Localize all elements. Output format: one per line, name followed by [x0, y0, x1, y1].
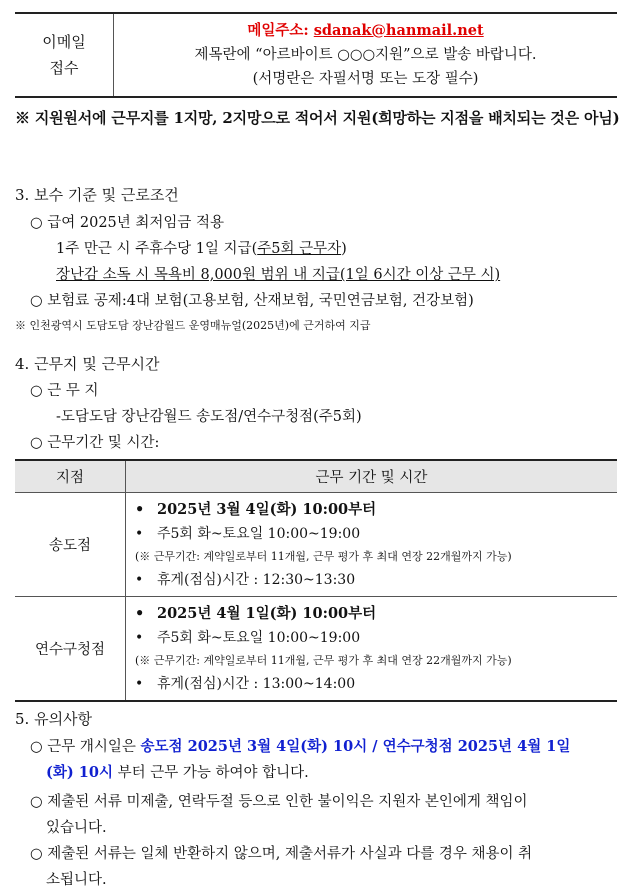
schedule-note: (※ 근무기간: 계약일로부터 11개월, 근무 평가 후 최대 연장 22개월까지 가능) [135, 653, 512, 667]
section4-item1: ○ 근 무 지 [30, 383, 99, 399]
start-text: 2025년 4월 1일(화) 10:00부터 [157, 604, 377, 622]
bullet-icon: • [135, 629, 144, 646]
section3-item1-sub1 [56, 237, 347, 258]
break-text: 휴게(점심)시간 : 13:00~14:00 [157, 675, 356, 692]
email-info-cell [114, 14, 617, 96]
email-prefix: 메일주소: [247, 22, 314, 39]
email-subject-instruction: 제목란에 “아르바이트 ○○○지원”으로 발송 바랍니다. [194, 47, 537, 63]
section5-item2-line1: ○ 제출된 서류 미제출, 연락두절 등으로 인한 불이익은 지원자 본인에게 책임이 [30, 794, 528, 810]
bullet-icon: • [135, 500, 145, 518]
start-dates-highlight-cont: (화) 10시 [46, 764, 113, 781]
bullet-icon: • [135, 525, 144, 542]
email-address-line [247, 19, 483, 43]
branch-name: 연수구청점 [15, 597, 126, 702]
header-period: 근무 기간 및 시간 [126, 460, 618, 493]
header-branch: 지점 [15, 460, 126, 493]
days-text: 주5회 화~토요일 10:00~19:00 [157, 629, 361, 646]
bullet-icon: • [135, 571, 144, 588]
schedule-details [126, 597, 618, 702]
schedule-days [135, 626, 616, 650]
start-dates-highlight: 송도점 2025년 3월 4일(화) 10시 / 연수구청점 2025년 4월 1일 [140, 738, 571, 755]
section5-item2-line2: 있습니다. [46, 820, 107, 836]
section4-item1-sub: -도담도담 장난감월드 송도점/연수구청점(주5회) [56, 409, 362, 425]
schedule-start [135, 602, 616, 626]
schedule-header-row [15, 460, 617, 493]
section4-title: 4. 근무지 및 근무시간 [15, 355, 160, 373]
email-address-link[interactable]: sdanak@hanmail.net [313, 22, 484, 39]
schedule-table [15, 459, 617, 702]
item1-suffix: 부터 근무 가능 하여야 합니다. [112, 765, 309, 781]
sub1-underlined: 주5회 근무자 [257, 241, 342, 257]
section3-item2: ○ 보험료 공제:4대 보험(고용보험, 산재보험, 국민연금보험, 건강보험) [30, 293, 474, 309]
section5-item3-line1: ○ 제출된 서류는 일체 반환하지 않으며, 제출서류가 사실과 다를 경우 채용이 취 [30, 846, 533, 862]
section3-item1-sub2: 장난감 소독 시 목욕비 8,000원 범위 내 지급(1일 6시간 이상 근무 시) [56, 267, 501, 283]
schedule-start [135, 498, 616, 522]
schedule-note: (※ 근무기간: 계약일로부터 11개월, 근무 평가 후 최대 연장 22개월까지 가능) [135, 549, 512, 563]
bullet-icon: • [135, 604, 145, 622]
table-row [15, 493, 617, 597]
days-text: 주5회 화~토요일 10:00~19:00 [157, 525, 361, 542]
section3-item1: ○ 급여 2025년 최저임금 적용 [30, 215, 225, 231]
email-label-line1: 이메일 [42, 33, 86, 51]
email-label-cell [15, 14, 114, 96]
start-text: 2025년 3월 4일(화) 10:00부터 [157, 500, 377, 518]
sub1-text: 1주 만근 시 주휴수당 1일 지급( [56, 241, 258, 257]
section4-item2: ○ 근무기간 및 시간: [30, 435, 160, 451]
sub1-close: ) [341, 241, 347, 257]
section5-item3-line2: 소됩니다. [46, 872, 107, 888]
section3-note: ※ 인천광역시 도담도담 장난감월드 운영매뉴얼(2025년)에 근거하여 지급 [15, 319, 371, 332]
application-notice: ※ 지원원서에 근무지를 1지망, 2지망으로 적어서 지원(희망하는 지점을 배치되는 것은 아님) [15, 109, 620, 127]
break-text: 휴게(점심)시간 : 12:30~13:30 [157, 571, 356, 588]
section3-title: 3. 보수 기준 및 근로조건 [15, 186, 179, 204]
item1-prefix: ○ 근무 개시일은 [30, 739, 141, 755]
section5-item1-line1 [30, 735, 620, 756]
branch-name: 송도점 [15, 493, 126, 597]
email-submission-table [15, 12, 617, 98]
schedule-break [135, 568, 616, 592]
email-label-line2: 접수 [49, 59, 79, 77]
section5-item1-line2 [46, 761, 309, 782]
schedule-break [135, 672, 616, 696]
schedule-days [135, 522, 616, 546]
email-signature-note: (서명란은 자필서명 또는 도장 필수) [252, 71, 479, 87]
table-row [15, 597, 617, 702]
schedule-details [126, 493, 618, 597]
section5-title: 5. 유의사항 [15, 710, 93, 728]
bullet-icon: • [135, 675, 144, 692]
